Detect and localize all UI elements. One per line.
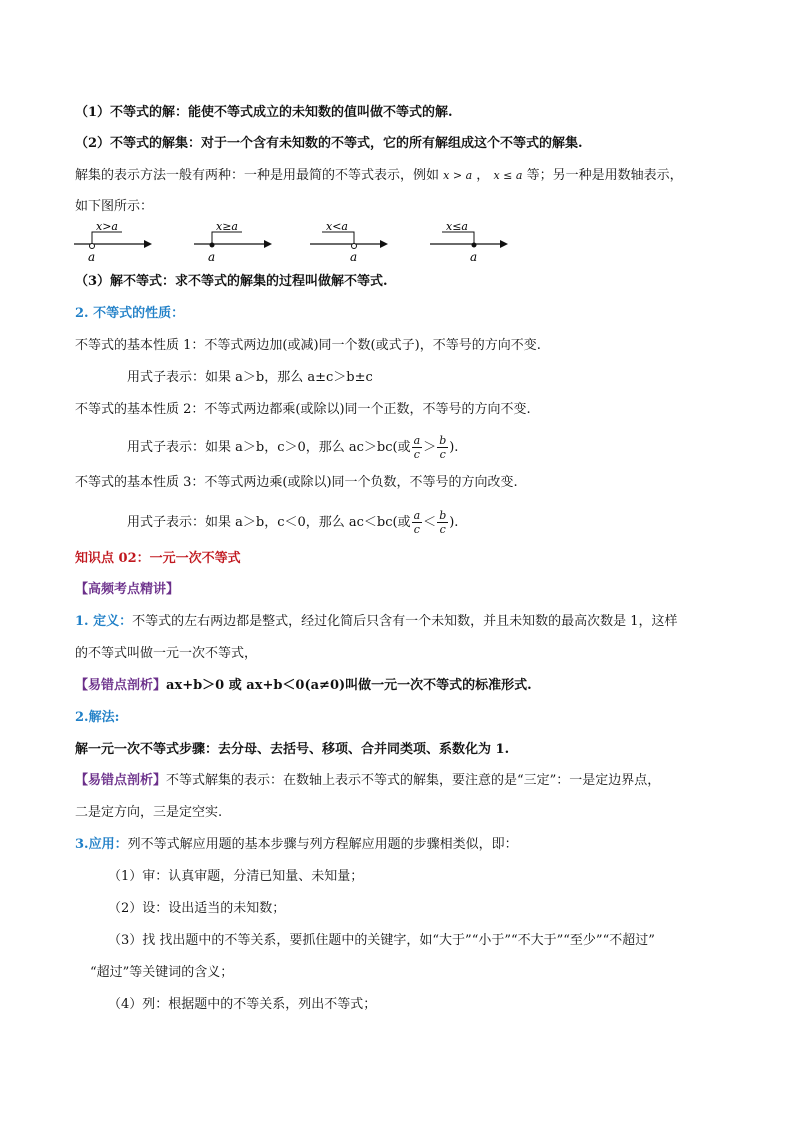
step-line: （3）找 找出题中的不等关系，要抓住题中的关键字，如“大于”“小于”“不大于”“至少”“不超过”	[108, 933, 655, 948]
fraction: $\frac{b}{c}$	[439, 509, 447, 536]
section-heading: 2. 不等式的性质：	[75, 306, 185, 321]
text-line	[75, 836, 518, 854]
fraction: $\frac{a}{c}$	[413, 434, 421, 461]
text-span: ＞	[423, 440, 437, 455]
number-line-point: a	[88, 250, 96, 264]
text-span: 用式子表示：如果 a＞b，c＞0，那么 ac＞bc(或	[127, 440, 411, 455]
text-line	[75, 772, 660, 790]
text-line: （1）不等式的解：能使不等式成立的未知数的值叫做不等式的解.	[75, 105, 453, 120]
subsection-heading: 【高频考点精讲】	[75, 582, 180, 597]
text-span: ＜	[423, 515, 437, 530]
number-line-point: a	[470, 250, 478, 264]
text-line: 解一元一次不等式步骤：去分母、去括号、移项、合并同类项、系数化为 1.	[75, 742, 510, 757]
math-expression: x > a	[443, 169, 473, 182]
step-line: （2）设：设出适当的未知数；	[108, 901, 286, 916]
text-span: 列不等式解应用题的基本步骤与列方程解应用题的步骤相类似，即：	[127, 837, 518, 852]
text-line: （2）不等式的解集：对于一个含有未知数的不等式，它的所有解组成这个不等式的解集.	[75, 136, 583, 151]
fraction: $\frac{a}{c}$	[413, 509, 421, 536]
number-line-3	[308, 218, 388, 266]
text-span: ).	[449, 440, 459, 455]
text-span: 不等式解集的表示：在数轴上表示不等式的解集，要注意的是“三定”：一是定边界点，	[166, 773, 661, 788]
step-line: （1）审：认真审题，分清已知量、未知量；	[108, 869, 364, 884]
step-line: （4）列：根据题中的不等关系，列出不等式；	[108, 997, 377, 1012]
text-span: ，	[476, 168, 490, 183]
number-line-label: x≥a	[216, 220, 238, 233]
section-heading: 知识点 02：一元一次不等式	[75, 551, 241, 566]
inline-heading: 1. 定义：	[75, 614, 133, 629]
number-line-point: a	[208, 250, 216, 264]
text-line: 二是定方向，三是定空实.	[75, 805, 223, 820]
number-line-point: a	[350, 250, 358, 264]
inline-heading: 【易错点剖析】	[75, 678, 167, 693]
text-span: 用式子表示：如果 a＞b，c＜0，那么 ac＜bc(或	[127, 515, 411, 530]
text-line	[75, 167, 683, 185]
text-line: 不等式的基本性质 2：不等式两边都乘(或除以)同一个正数，不等号的方向不变.	[75, 402, 531, 417]
number-line-label: x≤a	[446, 220, 468, 233]
inline-heading: 【易错点剖析】	[75, 773, 167, 788]
section-heading: 2.解法:	[75, 710, 120, 725]
text-span: 解集的表示方法一般有两种：一种是用最简的不等式表示，例如	[75, 168, 440, 183]
number-line-2	[192, 218, 272, 266]
text-span: ).	[449, 515, 459, 530]
text-span: ax+b＞0 或 ax+b＜0(a≠0)叫做一元一次不等式的标准形式.	[166, 678, 532, 693]
formula-line	[127, 509, 458, 536]
text-line: （3）解不等式：求不等式的解集的过程叫做解不等式.	[75, 274, 388, 289]
number-line-1	[72, 218, 152, 266]
text-line: 不等式的基本性质 1：不等式两边加(或减)同一个数(或式子)，不等号的方向不变.	[75, 338, 541, 353]
fraction: $\frac{b}{c}$	[439, 434, 447, 461]
text-span: 不等式的左右两边都是整式，经过化简后只含有一个未知数，并且未知数的最高次数是 1，这样	[132, 614, 678, 629]
number-line-label: x<a	[326, 220, 348, 233]
text-line: 不等式的基本性质 3：不等式两边乘(或除以)同一个负数，不等号的方向改变.	[75, 475, 518, 490]
text-line: 如下图所示：	[75, 199, 154, 214]
formula-line	[127, 434, 458, 461]
step-line: “超过”等关键词的含义；	[90, 965, 234, 980]
text-line: 的不等式叫做一元一次不等式，	[75, 646, 258, 661]
text-span: 等；另一种是用数轴表示，	[526, 168, 683, 183]
number-line-label: x>a	[96, 220, 118, 233]
inline-heading: 3.应用：	[75, 837, 128, 852]
text-line	[75, 613, 678, 631]
math-expression: x ≤ a	[493, 169, 523, 182]
number-line-4	[428, 218, 508, 266]
formula-line: 用式子表示：如果 a＞b，那么 a±c＞b±c	[127, 370, 373, 385]
text-line	[75, 677, 532, 695]
